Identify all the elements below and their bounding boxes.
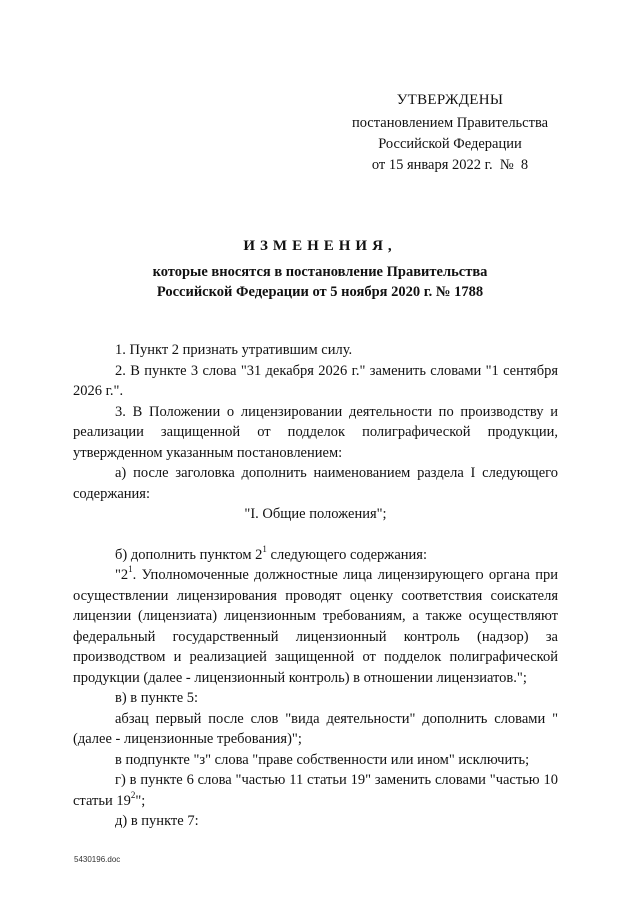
paragraph: в подпункте "з" слова "праве собственности или ином" исключить;	[115, 751, 530, 768]
paragraph: д) в пункте 7:	[115, 813, 199, 829]
paragraph: 2. В пункте 3 слова "31 декабря 2026 г." заменить словами "1 сентября 2026 г.".	[73, 362, 558, 399]
text-span: б) дополнить пунктом 2	[115, 546, 263, 563]
text-span: . Уполномоченные должностные лица лицензирующего органа при осуществлении лицензирования проводят оценку соответствия соискателя лицензии (лицензиата) лицензионным требованиям, а также осуществляют федеральный государственный лицензионный контроль (надзор) за производством и реализацией защищенной от подделок полиграфической продукции (далее - лицензионный контроль) в отношении лицензиатов.";	[73, 567, 558, 686]
text-span: "2	[115, 567, 129, 583]
document-subtitle	[0, 262, 640, 302]
document-title: ИЗМЕНЕНИЯ,	[243, 238, 397, 254]
paragraph	[73, 545, 558, 566]
approval-line: постановлением Правительства	[351, 115, 549, 131]
superscript: 2	[130, 789, 136, 800]
spacer	[73, 525, 558, 545]
section-heading-quote: "I. Общие положения";	[244, 506, 387, 522]
approval-line: Российской Федерации	[378, 136, 522, 152]
paragraph: а) после заголовка дополнить наименованием раздела I следующего содержания:	[73, 465, 558, 502]
paragraph	[73, 770, 558, 811]
subtitle-line: которые вносятся в постановление Правительства	[152, 264, 488, 280]
approval-block	[330, 90, 570, 176]
paragraph	[73, 565, 558, 688]
paragraph: в) в пункте 5:	[115, 690, 199, 706]
approval-date: от 15 января 2022 г. № 8	[371, 157, 529, 173]
paragraph: 3. В Положении о лицензировании деятельности по производству и реализации защищенной от подделок полиграфической продукции, утвержденном указанным постановлением:	[73, 403, 558, 461]
superscript: 1	[128, 564, 133, 575]
subtitle-line: Российской Федерации от 5 ноября 2020 г. № 1788	[156, 284, 484, 300]
text-span: г) в пункте 6 слова "частью 11 статьи 19" заменить словами "частью 10 статьи 19	[73, 772, 558, 809]
superscript: 1	[262, 543, 267, 554]
document-body	[73, 340, 558, 832]
paragraph: 1. Пункт 2 признать утратившим силу.	[115, 342, 353, 358]
paragraph: абзац первый после слов "вида деятельности" дополнить словами "(далее - лицензионные требования)";	[73, 710, 558, 747]
text-span: следующего содержания:	[266, 546, 427, 563]
file-name-footer: 5430196.doc	[74, 855, 121, 864]
approval-heading: УТВЕРЖДЕНЫ	[396, 92, 504, 108]
text-span: ";	[135, 792, 146, 809]
